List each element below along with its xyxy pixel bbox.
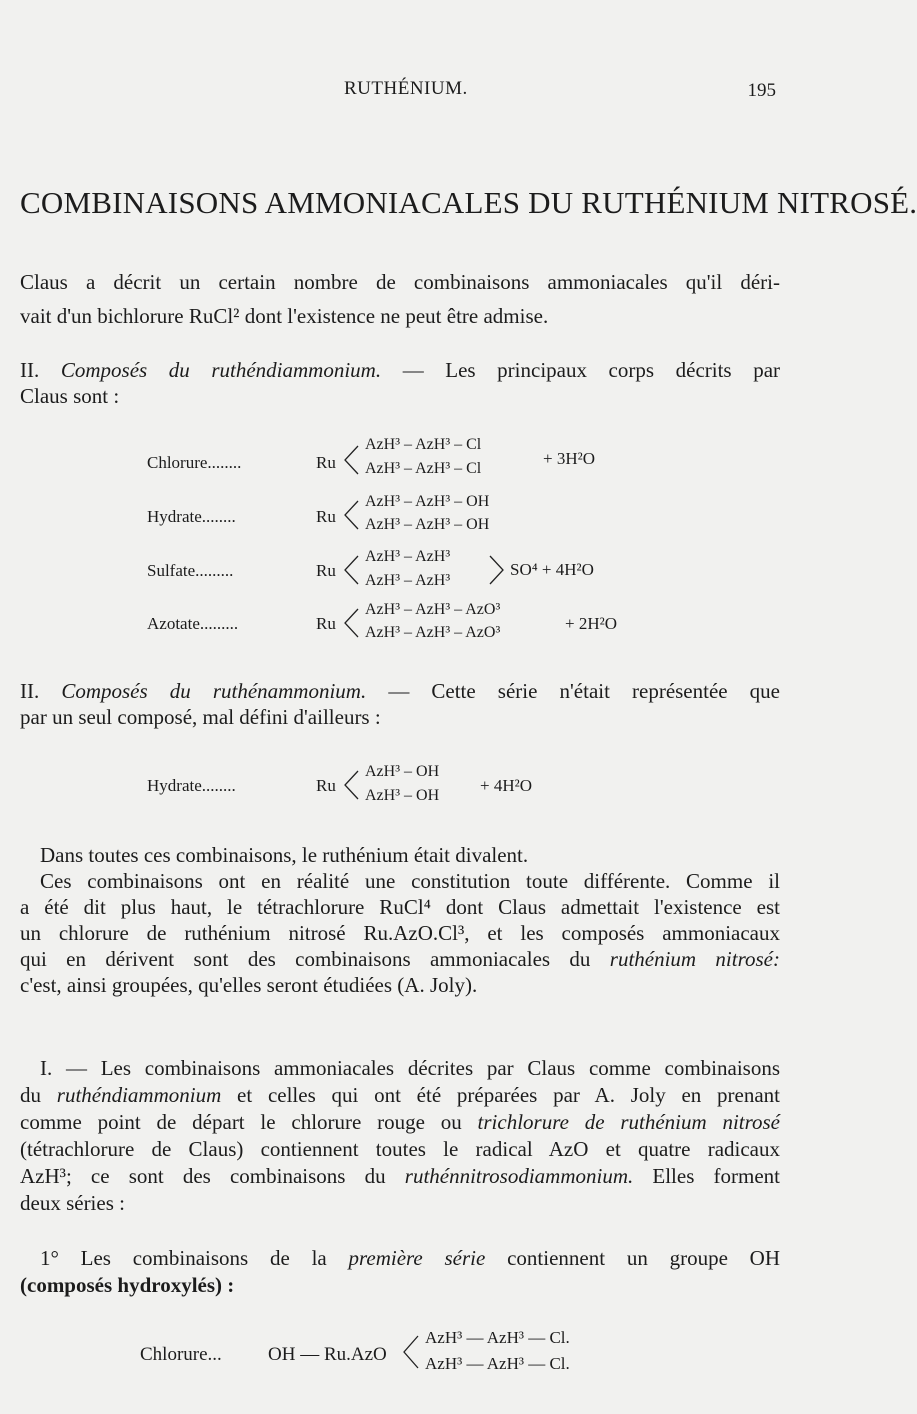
section-numeral: II.	[20, 358, 40, 382]
section-i-line-1: I. — Les combinaisons ammoniacales décrites par Claus comme combinaisons	[40, 1056, 780, 1080]
formula-bottom: AzH³ — AzH³ — Cl.	[425, 1354, 570, 1373]
section-i-line-6: deux séries :	[20, 1191, 125, 1215]
formula-bottom: AzH³ – AzH³ – Cl	[365, 460, 482, 477]
section-i-text: et celles qui ont été préparées par A. Joly en prenant	[237, 1083, 781, 1107]
intro-line-1: Claus a décrit un certain nombre de combinaisons ammoniacales qu'il déri-	[20, 270, 780, 294]
section-heading-rest: — Les principaux corps décrits par	[402, 358, 781, 382]
formula-suffix: + 3H²O	[543, 449, 595, 468]
section-i-line-4: (tétrachlorure de Claus) contiennent toutes le radical AzO et quatre radicaux	[20, 1137, 780, 1161]
section-i-text: AzH³; ce sont des combinaisons du	[20, 1164, 386, 1188]
formula-label: Chlorure...	[140, 1344, 222, 1365]
body-line-2: Ces combinaisons ont en réalité une constitution toute différente. Comme il	[40, 869, 780, 893]
formula-suffix: + 4H²O	[480, 776, 532, 795]
page-number: 195	[747, 80, 776, 101]
section-i-italic: ruthénnitrosodiammonium.	[404, 1164, 634, 1188]
formula-metal: Ru	[316, 507, 336, 526]
section-i-text: Elles forment	[652, 1164, 780, 1188]
formula-label: Sulfate.........	[147, 561, 234, 580]
series-text: 1° Les combinaisons de la	[40, 1246, 327, 1270]
section-ii-a-line-2: Claus sont :	[20, 384, 120, 408]
bracket-icon	[345, 501, 358, 529]
formula-top: AzH³ – AzH³	[365, 548, 451, 565]
bracket-icon	[404, 1336, 418, 1368]
section-numeral: II.	[20, 679, 40, 703]
section-i-italic: ruthéndiammonium	[56, 1083, 222, 1107]
formula-label: Hydrate........	[147, 776, 236, 795]
section-ii-b-line-2: par un seul composé, mal défini d'ailleurs :	[20, 705, 381, 729]
formula-metal: Ru	[316, 614, 336, 633]
formula-suffix: SO⁴ + 4H²O	[510, 560, 594, 579]
bracket-icon	[345, 556, 358, 584]
section-heading: Composés du ruthéndiammonium.	[60, 358, 382, 382]
body-line-1: Dans toutes ces combinaisons, le ruthénium était divalent.	[40, 843, 529, 867]
formula-top: AzH³ – AzH³ – AzO³	[365, 601, 501, 618]
formula-bottom: AzH³ – AzH³ – OH	[365, 516, 490, 533]
formula-label: Hydrate........	[147, 507, 236, 526]
formula-top: AzH³ — AzH³ — Cl.	[425, 1328, 570, 1347]
bracket-icon	[345, 446, 358, 474]
body-line-4: un chlorure de ruthénium nitrosé Ru.AzO.Cl³, et les composés ammoniacaux	[20, 921, 780, 945]
section-i-italic: trichlorure de ruthénium nitrosé	[477, 1110, 781, 1134]
formula-metal: Ru	[316, 453, 336, 472]
section-title: COMBINAISONS AMMONIACALES DU RUTHÉNIUM NITROSÉ.	[20, 185, 917, 220]
formula-label: Chlorure........	[147, 453, 242, 472]
formula-metal: Ru	[316, 561, 336, 580]
formula-label: Azotate.........	[147, 614, 239, 633]
bracket-icon	[345, 609, 358, 637]
formula-top: AzH³ – OH	[365, 763, 440, 780]
formula-suffix: + 2H²O	[565, 614, 617, 633]
bracket-icon	[345, 771, 358, 799]
section-i-text: comme point de départ le chlorure rouge ou	[20, 1110, 462, 1134]
series-bold: (composés hydroxylés) :	[20, 1273, 235, 1297]
formula-bottom: AzH³ – AzH³	[365, 572, 451, 589]
formula-top: AzH³ – AzH³ – OH	[365, 493, 490, 510]
formula-top: AzH³ – AzH³ – Cl	[365, 436, 482, 453]
section-heading-rest: — Cette série n'était représentée que	[388, 679, 781, 703]
body-text: qui en dérivent sont des combinaisons ammoniacales du	[20, 947, 591, 971]
section-i-text: du	[20, 1083, 41, 1107]
body-italic: ruthénium nitrosé:	[609, 947, 780, 971]
section-heading: Composés du ruthénammonium.	[61, 679, 367, 703]
formula-metal: OH — Ru.AzO	[268, 1344, 387, 1365]
closing-bracket-icon	[490, 556, 503, 584]
running-title: RUTHÉNIUM.	[344, 78, 468, 99]
formula-bottom: AzH³ – OH	[365, 787, 440, 804]
formula-metal: Ru	[316, 776, 336, 795]
body-line-3: a été dit plus haut, le tétrachlorure RuCl⁴ dont Claus admettait l'existence est	[20, 895, 780, 919]
series-italic: première série	[348, 1246, 486, 1270]
body-line-6: c'est, ainsi groupées, qu'elles seront étudiées (A. Joly).	[20, 973, 478, 997]
formula-bottom: AzH³ – AzH³ – AzO³	[365, 624, 501, 641]
intro-line-2: vait d'un bichlorure RuCl² dont l'existence ne peut être admise.	[20, 304, 549, 328]
series-text: contiennent un groupe OH	[507, 1246, 781, 1270]
